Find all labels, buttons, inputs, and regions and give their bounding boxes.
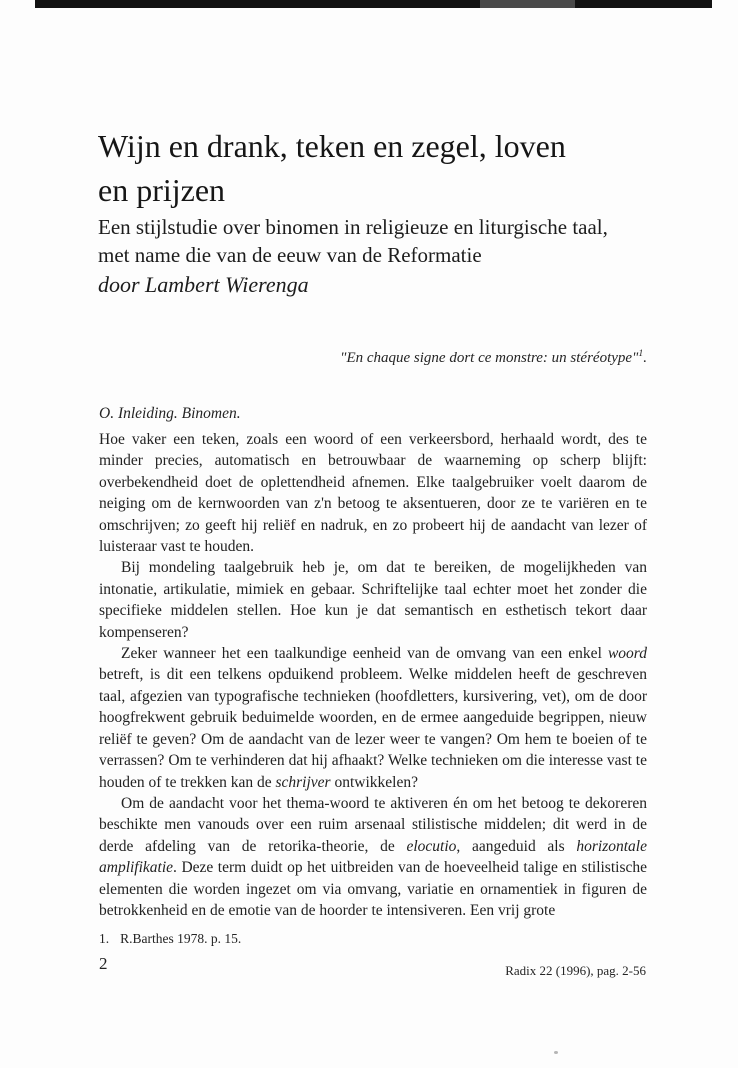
author-byline: door Lambert Wierenga xyxy=(98,272,309,297)
article-title xyxy=(98,124,678,212)
epigraph-quote: "En chaque signe dort ce monstre: un stéréotype"$^1$. xyxy=(340,348,647,366)
page-number: 2 xyxy=(99,954,108,973)
footnote xyxy=(99,931,241,947)
article-title-line2: en prijzen xyxy=(98,172,226,208)
article-subtitle xyxy=(98,213,698,269)
article-title-line1: Wijn en drank, teken en zegel, loven xyxy=(98,128,566,164)
scan-speck-artifact xyxy=(554,1051,558,1054)
body-text-block xyxy=(99,429,647,921)
paragraph-4: Om de aandacht voor het thema-woord te aktiveren én om het betoog te dekoreren beschikte men vanouds over een ruim arsenaal stilistische middelen; dit werd in de derde afdeling van de retorika-theorie, de elocutio, aangeduid als horizontale amplifikatie. Deze term duidt op het uitbreiden van de hoeveelheid talige en stilistische elementen die worden ingezet om via omvang, variatie en ornamentiek in figuren de betrokkenheid en de emotie van de hoorder te intensiveren. Een vrij grote xyxy=(99,794,647,919)
paragraph-1: Hoe vaker een teken, zoals een woord of een verkeersbord, herhaald wordt, des te minder precies, automatisch en betrouwbaar de waarneming op scherp blijft: overbekendheid doet de oplettendheid afnemen. Elke taalgebruiker voelt daarom de neiging om de kernwoorden van z'n betoog te aksentueren, door ze te variëren en te omschrijven; zo geeft hij reliëf en nadruk, en zo probeert hij de aandacht van lezer of luisteraar vast te houden. xyxy=(99,431,647,556)
journal-reference: Radix 22 (1996), pag. 2-56 xyxy=(505,963,646,978)
section-heading: O. Inleiding. Binomen. xyxy=(99,405,241,422)
footnote-number: 1. xyxy=(99,931,110,946)
paragraph-2: Bij mondeling taalgebruik heb je, om dat te bereiken, de mogelijkheden van intonatie, artikulatie, mimiek en gebaar. Schriftelijke taal echter moet het zonder die specifieke middelen stellen. Hoe kun je dat semantisch en esthetisch tekort daar kompenseren? xyxy=(99,559,647,641)
top-scan-artifact-bar xyxy=(35,0,712,8)
article-subtitle-line2: met name die van de eeuw van de Reformatie xyxy=(98,243,482,267)
article-subtitle-line1: Een stijlstudie over binomen in religieuze en liturgische taal, xyxy=(98,215,608,239)
top-scan-artifact-gap xyxy=(480,0,575,8)
paragraph-3: Zeker wanneer het een taalkundige eenheid van de omvang van een enkel woord betreft, is dit een telkens opduikend probleem. Welke middelen heeft de geschreven taal, afgezien van typografische technieken (hoofdletters, kursivering, vet), om de door hoogfrekwent gebruik beduimelde woorden, en de ermee aangeduide begrippen, nieuw reliëf te geven? Om de aandacht van de lezer weer te vangen? Om hem te boeien of te verrassen? Om te verhinderen dat hij afhaakt? Welke technieken om die interesse vast te houden of te trekken kan de schrijver ontwikkelen? xyxy=(99,645,647,791)
footnote-text: R.Barthes 1978. p. 15. xyxy=(120,931,242,946)
